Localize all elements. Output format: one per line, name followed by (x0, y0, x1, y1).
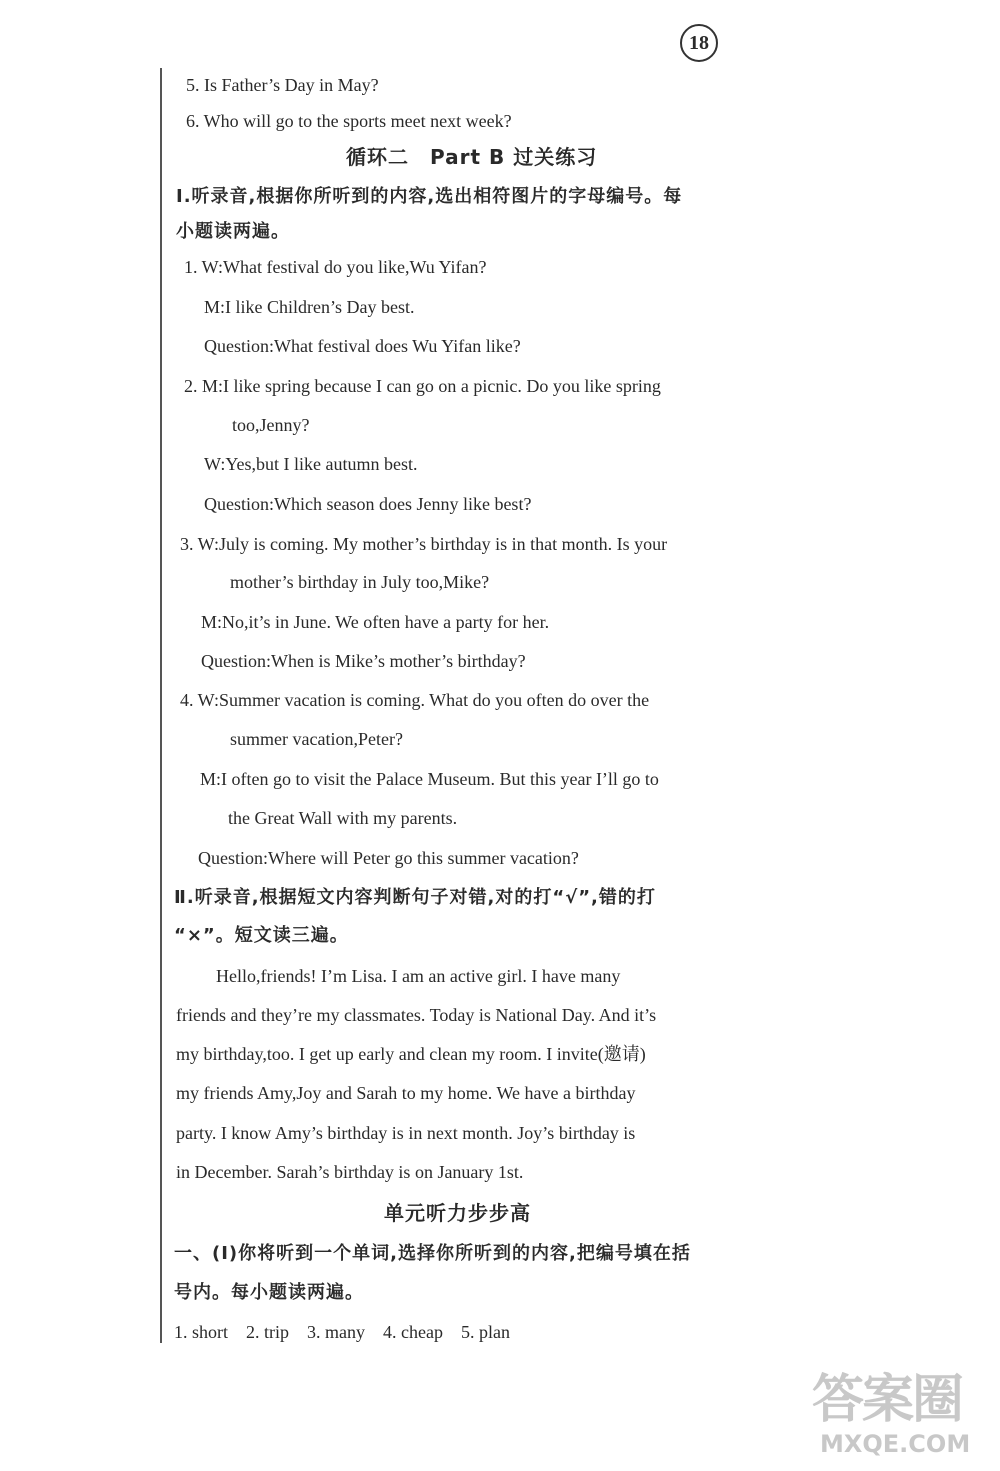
dialogue-line: summer vacation,Peter? (230, 729, 403, 749)
section-title-part-b: 循环二 Part B 过关练习 (346, 145, 598, 169)
margin-rule (160, 68, 162, 1343)
instruction-3-line-a: 一、(Ⅰ)你将听到一个单词,选择你所听到的内容,把编号填在括 (174, 1243, 691, 1264)
dialogue-line: 4. W:Summer vacation is coming. What do you often do over the (180, 690, 650, 710)
passage-line: friends and they’re my classmates. Today is National Day. And it’s (176, 1005, 657, 1025)
passage-line: Hello,friends! I’m Lisa. I am an active girl. I have many (216, 966, 621, 986)
instruction-3-line-b: 号内。每小题读两遍。 (174, 1282, 364, 1303)
passage-line: in December. Sarah’s birthday is on January 1st. (176, 1162, 524, 1182)
question-line-5: 5. Is Father’s Day in May? (186, 75, 379, 95)
word-list: 1. short 2. trip 3. many 4. cheap 5. plan (174, 1322, 510, 1342)
dialogue-line: Question:What festival does Wu Yifan like? (204, 336, 521, 356)
watermark-domain-text: MXQE.COM (820, 1430, 971, 1458)
passage-line: my birthday,too. I get up early and clean my room. I invite(邀请) (176, 1044, 646, 1064)
watermark-logo (812, 1370, 990, 1465)
passage-line: party. I know Amy’s birthday is in next month. Joy’s birthday is (176, 1123, 636, 1143)
dialogue-line: M:I often go to visit the Palace Museum. But this year I’ll go to (200, 769, 659, 789)
dialogue-line: M:No,it’s in June. We often have a party for her. (201, 612, 550, 632)
question-line-6: 6. Who will go to the sports meet next week? (186, 111, 512, 131)
dialogue-line: too,Jenny? (232, 415, 310, 435)
dialogue-line: W:Yes,but I like autumn best. (204, 454, 418, 474)
dialogue-line: 3. W:July is coming. My mother’s birthday is in that month. Is your (180, 534, 668, 554)
dialogue-line: Question:When is Mike’s mother’s birthday? (201, 651, 526, 671)
page-number: 18 (680, 24, 718, 62)
dialogue-line: the Great Wall with my parents. (228, 808, 458, 828)
section-title-unit-listening: 单元听力步步高 (384, 1201, 531, 1225)
passage-line: my friends Amy,Joy and Sarah to my home. We have a birthday (176, 1083, 636, 1103)
dialogue-line: 1. W:What festival do you like,Wu Yifan? (184, 257, 487, 277)
watermark-main-text: 答案圈 (812, 1370, 963, 1430)
dialogue-line: M:I like Children’s Day best. (204, 297, 415, 317)
instruction-1-line-b: 小题读两遍。 (176, 221, 290, 242)
instruction-2-line-b: “×”。短文读三遍。 (174, 925, 349, 946)
instruction-1-line-a: Ⅰ.听录音,根据你所听到的内容,选出相符图片的字母编号。每 (176, 186, 683, 207)
dialogue-line: mother’s birthday in July too,Mike? (230, 572, 490, 592)
dialogue-line: Question:Which season does Jenny like best? (204, 494, 532, 514)
dialogue-line: Question:Where will Peter go this summer vacation? (198, 848, 579, 868)
instruction-2-line-a: Ⅱ.听录音,根据短文内容判断句子对错,对的打“√”,错的打 (174, 887, 656, 908)
dialogue-line: 2. M:I like spring because I can go on a picnic. Do you like spring (184, 376, 661, 396)
